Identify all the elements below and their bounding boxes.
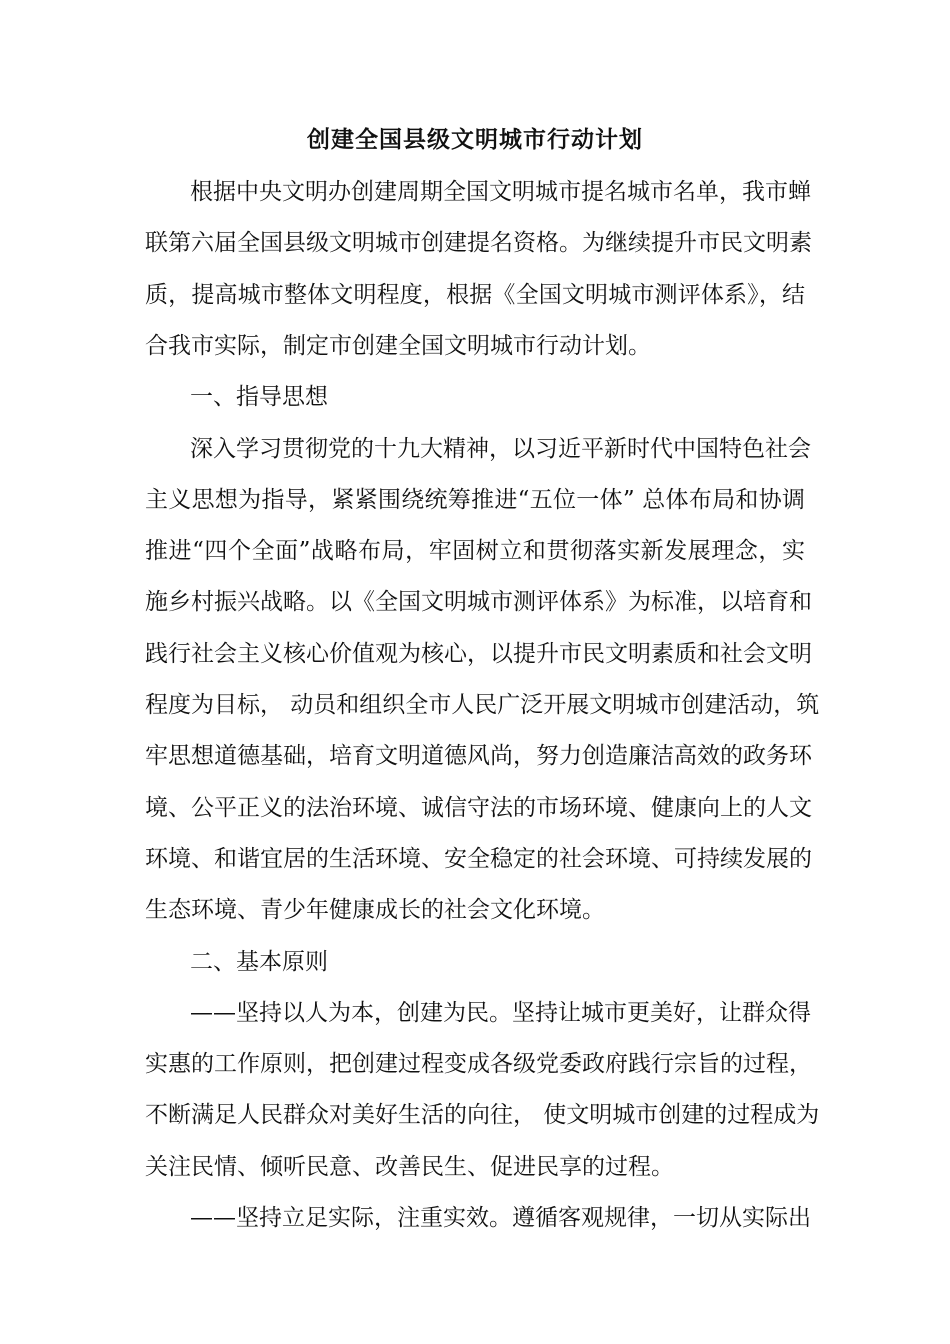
paragraph-first-line — [0, 1198, 950, 1238]
section-heading — [0, 942, 950, 982]
line-text: 根据中央文明办创建周期全国文明城市提名城市名单，我市蝉 — [190, 179, 811, 205]
line-text: 践行社会主义核心价值观为核心，以提升市民文明素质和社会文明 — [145, 641, 812, 667]
body-line — [0, 890, 950, 930]
body-line — [0, 582, 950, 622]
line-text: 境、公平正义的法治环境、诚信守法的市场环境、健康向上的人文 — [145, 795, 812, 821]
line-text: 程度为目标， 动员和组织全市人民广泛开展文明城市创建活动，筑 — [145, 692, 820, 718]
document-title: 创建全国县级文明城市行动计划 — [307, 126, 643, 153]
line-text: 质，提高城市整体文明程度，根据《全国文明城市测评体系》，结 — [145, 282, 805, 308]
body-line — [0, 1147, 950, 1187]
body-line — [0, 1095, 950, 1135]
line-text: 实惠的工作原则，把创建过程变成各级党委政府践行宗旨的过程， — [145, 1051, 812, 1077]
body-line — [0, 788, 950, 828]
line-text: 环境、和谐宜居的生活环境、安全稳定的社会环境、可持续发展的 — [145, 846, 812, 872]
line-text: 关注民情、倾听民意、改善民生、促进民享的过程。 — [145, 1154, 674, 1180]
body-line — [0, 480, 950, 520]
body-line — [0, 685, 950, 725]
body-line — [0, 275, 950, 315]
paragraph-first-line — [0, 172, 950, 212]
section-heading — [0, 377, 950, 417]
line-text: 二、基本原则 — [190, 949, 328, 975]
line-text: 主义思想为指导，紧紧围绕统筹推进“五位一体” 总体布局和协调 — [145, 487, 805, 513]
line-text: 牢思想道德基础，培育文明道德风尚，努力创造廉洁高效的政务环 — [145, 743, 812, 769]
body-line — [0, 531, 950, 571]
body-line — [0, 736, 950, 776]
body-line — [0, 634, 950, 674]
body-line — [0, 839, 950, 879]
paragraph-first-line — [0, 429, 950, 469]
line-text: 推进“四个全面”战略布局，牢固树立和贯彻落实新发展理念，实 — [145, 538, 805, 564]
body-line — [0, 1044, 950, 1084]
line-text: 深入学习贯彻党的十九大精神，以习近平新时代中国特色社会 — [190, 436, 811, 462]
line-text: 合我市实际，制定市创建全国文明城市行动计划。 — [145, 333, 651, 359]
line-text: 一、指导思想 — [190, 384, 328, 410]
body-line — [0, 326, 950, 366]
line-text: ——坚持以人为本，创建为民。坚持让城市更美好，让群众得 — [190, 1000, 811, 1026]
line-text: 生态环境、青少年健康成长的社会文化环境。 — [145, 897, 605, 923]
line-text: 联第六届全国县级文明城市创建提名资格。为继续提升市民文明素 — [145, 230, 812, 256]
line-text: ——坚持立足实际，注重实效。遵循客观规律，一切从实际出 — [190, 1205, 811, 1231]
paragraph-first-line — [0, 993, 950, 1033]
line-text: 施乡村振兴战略。以《全国文明城市测评体系》为标准，以培育和 — [145, 589, 812, 615]
body-line — [0, 223, 950, 263]
line-text: 不断满足人民群众对美好生活的向往， 使文明城市创建的过程成为 — [145, 1102, 820, 1128]
